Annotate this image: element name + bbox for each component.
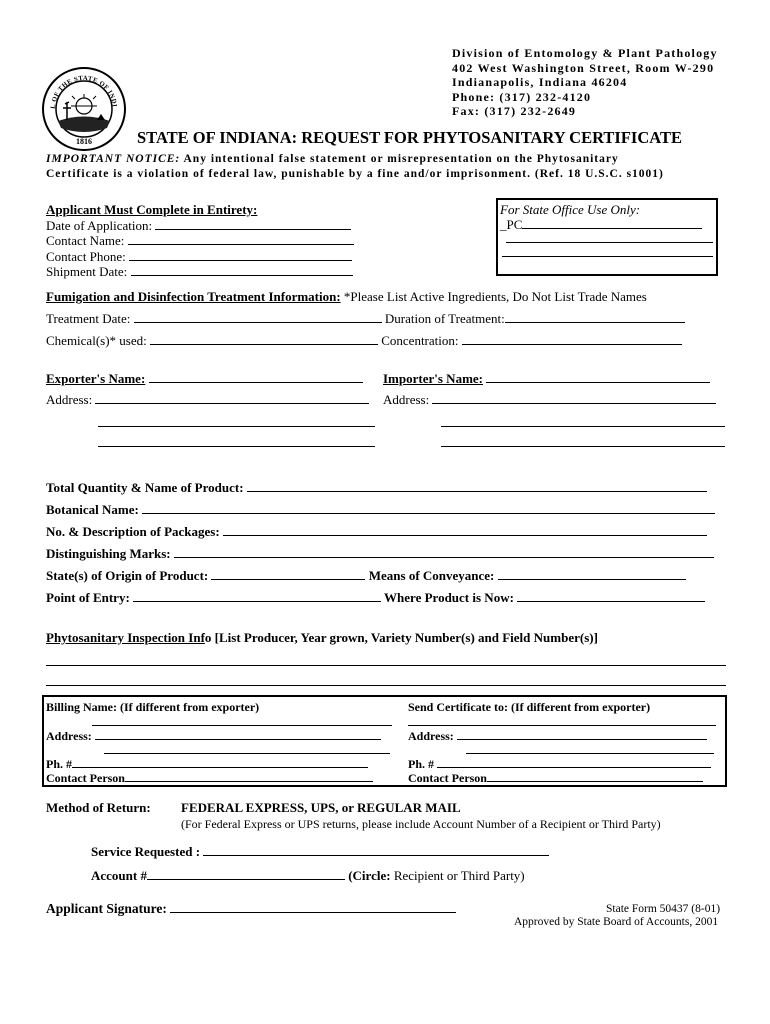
distinguishing-marks-label: Distinguishing Marks: <box>46 546 171 561</box>
conveyance-field[interactable] <box>498 568 686 580</box>
importer-address-field[interactable] <box>432 392 716 404</box>
exporter-address-label: Address: <box>46 392 93 407</box>
inspection-heading-o: o <box>204 630 212 645</box>
billing-box <box>42 695 727 787</box>
return-methods-note: (For Federal Express or UPS returns, please include Account Number of a Recipient or Third Party) <box>181 817 661 831</box>
service-requested-field[interactable] <box>203 844 549 856</box>
contact-name-field[interactable] <box>128 233 354 245</box>
contact-phone-field[interactable] <box>129 249 352 261</box>
fumigation-note: *Please List Active Ingredients, Do Not List Trade Names <box>340 289 647 304</box>
duration-field[interactable] <box>505 311 685 323</box>
billing-address-line[interactable] <box>104 753 390 754</box>
billing-contact-label: Contact Person <box>46 771 125 785</box>
origin-label: State(s) of Origin of Product: <box>46 568 209 583</box>
method-of-return-label: Method of Return: <box>46 800 151 815</box>
date-of-application-label: Date of Application: <box>46 217 153 233</box>
where-now-label: Where Product is Now: <box>384 590 514 605</box>
point-of-entry-label: Point of Entry: <box>46 590 130 605</box>
treatment-date-label: Treatment Date: <box>46 311 131 326</box>
contact-phone-label: Contact Phone: <box>46 248 126 264</box>
send-name-line[interactable] <box>408 725 716 726</box>
origin-field[interactable] <box>211 568 365 580</box>
pc-field[interactable] <box>522 217 702 229</box>
send-phone-label: Ph. # <box>408 757 435 771</box>
exporter-name-field[interactable] <box>149 371 363 383</box>
billing-phone-field[interactable] <box>72 756 368 768</box>
quantity-field[interactable] <box>247 480 707 492</box>
address-line: 402 West Washington Street, Room W-290 <box>452 60 715 75</box>
shipment-date-field[interactable] <box>131 264 353 276</box>
agency-address <box>452 46 718 119</box>
importer-name-label: Importer's Name: <box>383 371 483 386</box>
quantity-label: Total Quantity & Name of Product: <box>46 480 244 495</box>
billing-name-line[interactable] <box>92 725 392 726</box>
signature-label: Applicant Signature: <box>46 901 167 916</box>
chemicals-label: Chemical(s)* used: <box>46 333 147 348</box>
office-line[interactable] <box>502 256 713 257</box>
signature-field[interactable] <box>170 901 456 913</box>
seal-year: 1816 <box>76 137 92 146</box>
send-contact-label: Contact Person <box>408 771 487 785</box>
state-seal <box>41 66 127 152</box>
billing-address-field[interactable] <box>95 728 381 740</box>
importer-address-label: Address: <box>383 392 430 407</box>
form-number: State Form 50437 (8-01) <box>606 903 721 915</box>
send-certificate-heading: Send Certificate to: (If different from exporter) <box>408 700 651 714</box>
botanical-name-field[interactable] <box>142 502 715 514</box>
inspection-heading-rest: [List Producer, Year grown, Variety Number(s) and Field Number(s)] <box>211 630 598 645</box>
importer-address-line[interactable] <box>441 446 725 447</box>
chemicals-field[interactable] <box>150 333 378 345</box>
address-line: Division of Entomology & Plant Pathology <box>452 46 718 60</box>
important-notice <box>46 152 664 182</box>
contact-name-label: Contact Name: <box>46 233 125 248</box>
notice-label: IMPORTANT NOTICE: <box>46 153 181 165</box>
send-address-label: Address: <box>408 729 454 743</box>
botanical-name-label: Botanical Name: <box>46 502 139 517</box>
state-office-heading: For State Office Use Only: <box>500 202 641 217</box>
exporter-address-field[interactable] <box>95 392 369 404</box>
fumigation-section <box>46 289 647 305</box>
billing-heading: Billing Name: (If different from exporter) <box>46 700 260 714</box>
exporter-address-line[interactable] <box>98 426 375 427</box>
service-requested-label: Service Requested : <box>91 844 201 859</box>
send-address-line[interactable] <box>466 753 714 754</box>
account-label: Account # <box>91 868 147 883</box>
inspection-line[interactable] <box>46 665 726 666</box>
account-field[interactable] <box>147 868 345 880</box>
state-office-box <box>496 198 718 276</box>
point-of-entry-field[interactable] <box>133 590 381 602</box>
exporter-address-line[interactable] <box>98 446 375 447</box>
send-phone-field[interactable] <box>437 756 711 768</box>
applicant-heading: Applicant Must Complete in Entirety: <box>46 202 258 217</box>
address-line: Indianapolis, Indiana 46204 <box>452 75 628 90</box>
send-contact-field[interactable] <box>487 770 703 782</box>
importer-name-field[interactable] <box>486 371 710 383</box>
packages-field[interactable] <box>223 524 707 536</box>
concentration-field[interactable] <box>462 333 682 345</box>
shipment-date-label: Shipment Date: <box>46 264 128 279</box>
billing-phone-label: Ph. # <box>46 757 73 771</box>
applicant-section <box>46 203 354 280</box>
form-title: STATE OF INDIANA: REQUEST FOR PHYTOSANITARY CERTIFICATE <box>137 128 682 147</box>
distinguishing-marks-field[interactable] <box>174 546 714 558</box>
date-of-application-field[interactable] <box>155 218 351 230</box>
treatment-date-field[interactable] <box>134 311 382 323</box>
importer-address-line[interactable] <box>441 426 725 427</box>
inspection-line[interactable] <box>46 685 726 686</box>
fumigation-heading: Fumigation and Disinfection Treatment Information: <box>46 289 341 304</box>
circle-options[interactable]: Recipient or Third Party) <box>390 868 525 883</box>
concentration-label: Concentration: <box>381 333 459 348</box>
packages-label: No. & Description of Packages: <box>46 524 220 539</box>
pc-label: _PC <box>500 217 523 232</box>
inspection-heading: Phytosanitary Inspection Inf <box>46 630 205 645</box>
where-now-field[interactable] <box>517 590 705 602</box>
exporter-name-label: Exporter's Name: <box>46 371 146 386</box>
duration-label: Duration of Treatment: <box>384 311 505 326</box>
send-address-field[interactable] <box>457 728 707 740</box>
return-methods: FEDERAL EXPRESS, UPS, or REGULAR MAIL <box>181 800 461 815</box>
approval-note: Approved by State Board of Accounts, 2001 <box>514 916 719 928</box>
office-line[interactable] <box>506 242 713 243</box>
address-line: Fax: (317) 232-2649 <box>452 104 577 119</box>
circle-label: (Circle: <box>348 868 391 883</box>
notice-text: Any intentional false statement or misrepresentation on the Phytosanitary <box>180 153 619 165</box>
seal-text: L OF THE STATE OF INDI <box>49 74 118 110</box>
billing-contact-field[interactable] <box>125 770 373 782</box>
conveyance-label: Means of Conveyance: <box>368 568 495 583</box>
notice-text-2: Certificate is a violation of federal law, punishable by a fine and/or imprisonment. (Ref. 18 U.S.C. s1001) <box>46 168 664 180</box>
address-line: Phone: (317) 232-4120 <box>452 89 592 104</box>
billing-address-label: Address: <box>46 729 92 743</box>
